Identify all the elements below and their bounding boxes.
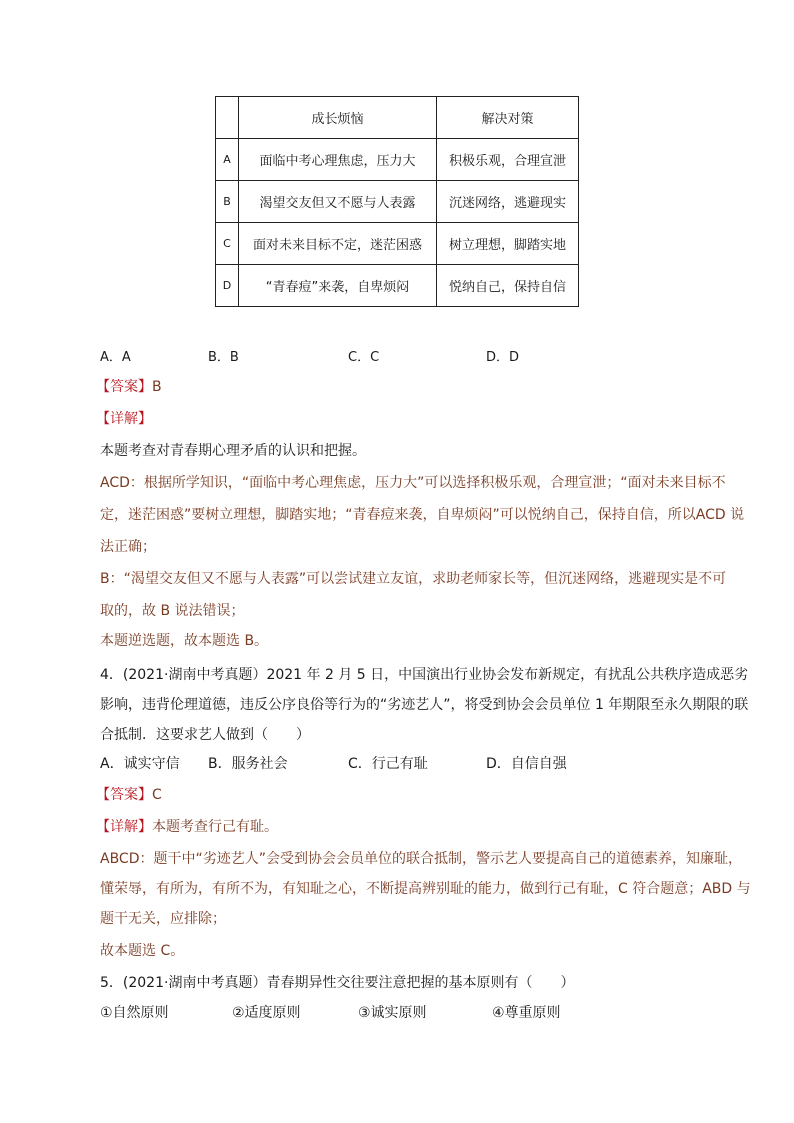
q5-stem: 5．(2021·湖南中考真题）青春期异性交往要注意把握的基本原则有（ ）	[100, 975, 575, 991]
q3-detail-line: B：“渴望交友但又不愿与人表露”可以尝试建立友谊，求助老师家长等，但沉迷网络，逃避现实是不可	[100, 571, 727, 587]
q4-detail-line: 懂荣辱，有所为，有所不为，有知耻之心，不断提高辨别耻的能力，做到行己有耻，C 符合题意；ABD 与	[100, 881, 751, 897]
q5-option-3: ③诚实原则	[358, 1005, 427, 1021]
detail-first: 本题考查行己有耻。	[152, 819, 278, 835]
detail-label: 【详解】	[96, 819, 152, 835]
table-header-cell	[216, 97, 239, 139]
table-row	[216, 265, 579, 307]
q5-option-1: ①自然原则	[100, 1005, 169, 1021]
table-row	[216, 223, 579, 265]
table-cell: 树立理想，脚踏实地	[437, 223, 579, 265]
table-cell: D	[216, 265, 239, 307]
answer-value: C	[152, 787, 162, 803]
q4-option-a: A．诚实守信	[100, 756, 180, 772]
q4-stem-line: 合抵制．这要求艺人做到（ ）	[100, 727, 310, 743]
table-header-cell: 成长烦恼	[239, 97, 437, 139]
q4-detail-line: 故本题选 C。	[100, 943, 185, 959]
q3-detail-line: 本题考查对青春期心理矛盾的认识和把握。	[100, 443, 366, 459]
table-cell: A	[216, 139, 239, 181]
table-cell: 沉迷网络，逃避现实	[437, 181, 579, 223]
q4-option-d: D．自信自强	[486, 756, 567, 772]
q4-stem-line: 4．(2021·湖南中考真题）2021 年 2 月 5 日，中国演出行业协会发布新规定，有扰乱公共秩序造成恶劣	[100, 667, 749, 683]
table-cell: C	[216, 223, 239, 265]
q3-option-d: D．D	[486, 350, 520, 365]
q4-option-c: C．行己有耻	[348, 756, 428, 772]
q4-detail-line: ABCD：题干中“劣迹艺人”会受到协会会员单位的联合抵制，警示艺人要提高自己的道德素养，知廉耻，	[100, 851, 742, 867]
table-cell: B	[216, 181, 239, 223]
table-cell: 积极乐观，合理宣泄	[437, 139, 579, 181]
table-row	[216, 139, 579, 181]
q3-detail-line: 本题逆选题，故本题选 B。	[100, 633, 269, 649]
q3-option-c: C．C	[348, 350, 380, 365]
q4-stem-line: 影响，违背伦理道德，违反公序良俗等行为的“劣迹艺人”，将受到协会会员单位 1 年期限至永久期限的联	[100, 697, 749, 713]
q3-detail-line: 定，迷茫困惑”要树立理想，脚踏实地；“青春痘来袭，自卑烦闷”可以悦纳自己，保持自信，所以ACD 说	[100, 507, 745, 523]
table-header-cell: 解决对策	[437, 97, 579, 139]
q3-option-b: B．B	[208, 350, 239, 365]
q3-answer	[96, 376, 162, 396]
table-row	[216, 181, 579, 223]
q5-option-4: ④尊重原则	[492, 1005, 561, 1021]
table-cell: “青春痘”来袭，自卑烦闷	[239, 265, 437, 307]
q3-detail-line: ACD：根据所学知识，“面临中考心理焦虑，压力大”可以选择积极乐观，合理宣泄；“面对未来目标不	[100, 475, 726, 491]
answer-label: 【答案】	[96, 379, 152, 395]
answer-label: 【答案】	[96, 787, 152, 803]
table-cell: 面临中考心理焦虑，压力大	[239, 139, 437, 181]
q3-detail-line: 取的，故 B 说法错误；	[100, 603, 245, 619]
table-cell: 悦纳自己，保持自信	[437, 265, 579, 307]
answer-value: B	[152, 379, 162, 395]
q3-detail-line: 法正确；	[100, 539, 156, 555]
q5-option-2: ②适度原则	[232, 1005, 301, 1021]
q4-option-b: B．服务社会	[208, 756, 288, 772]
question-table	[215, 96, 579, 307]
q4-detail	[96, 816, 278, 836]
q4-detail-line: 题干无关，应排除；	[100, 911, 226, 927]
table-cell: 渴望交友但又不愿与人表露	[239, 181, 437, 223]
table-header-row	[216, 97, 579, 139]
q4-answer	[96, 784, 162, 804]
q3-option-a: A．A	[100, 350, 131, 365]
table-cell: 面对未来目标不定，迷茫困惑	[239, 223, 437, 265]
q3-detail-label: 【详解】	[96, 411, 152, 427]
